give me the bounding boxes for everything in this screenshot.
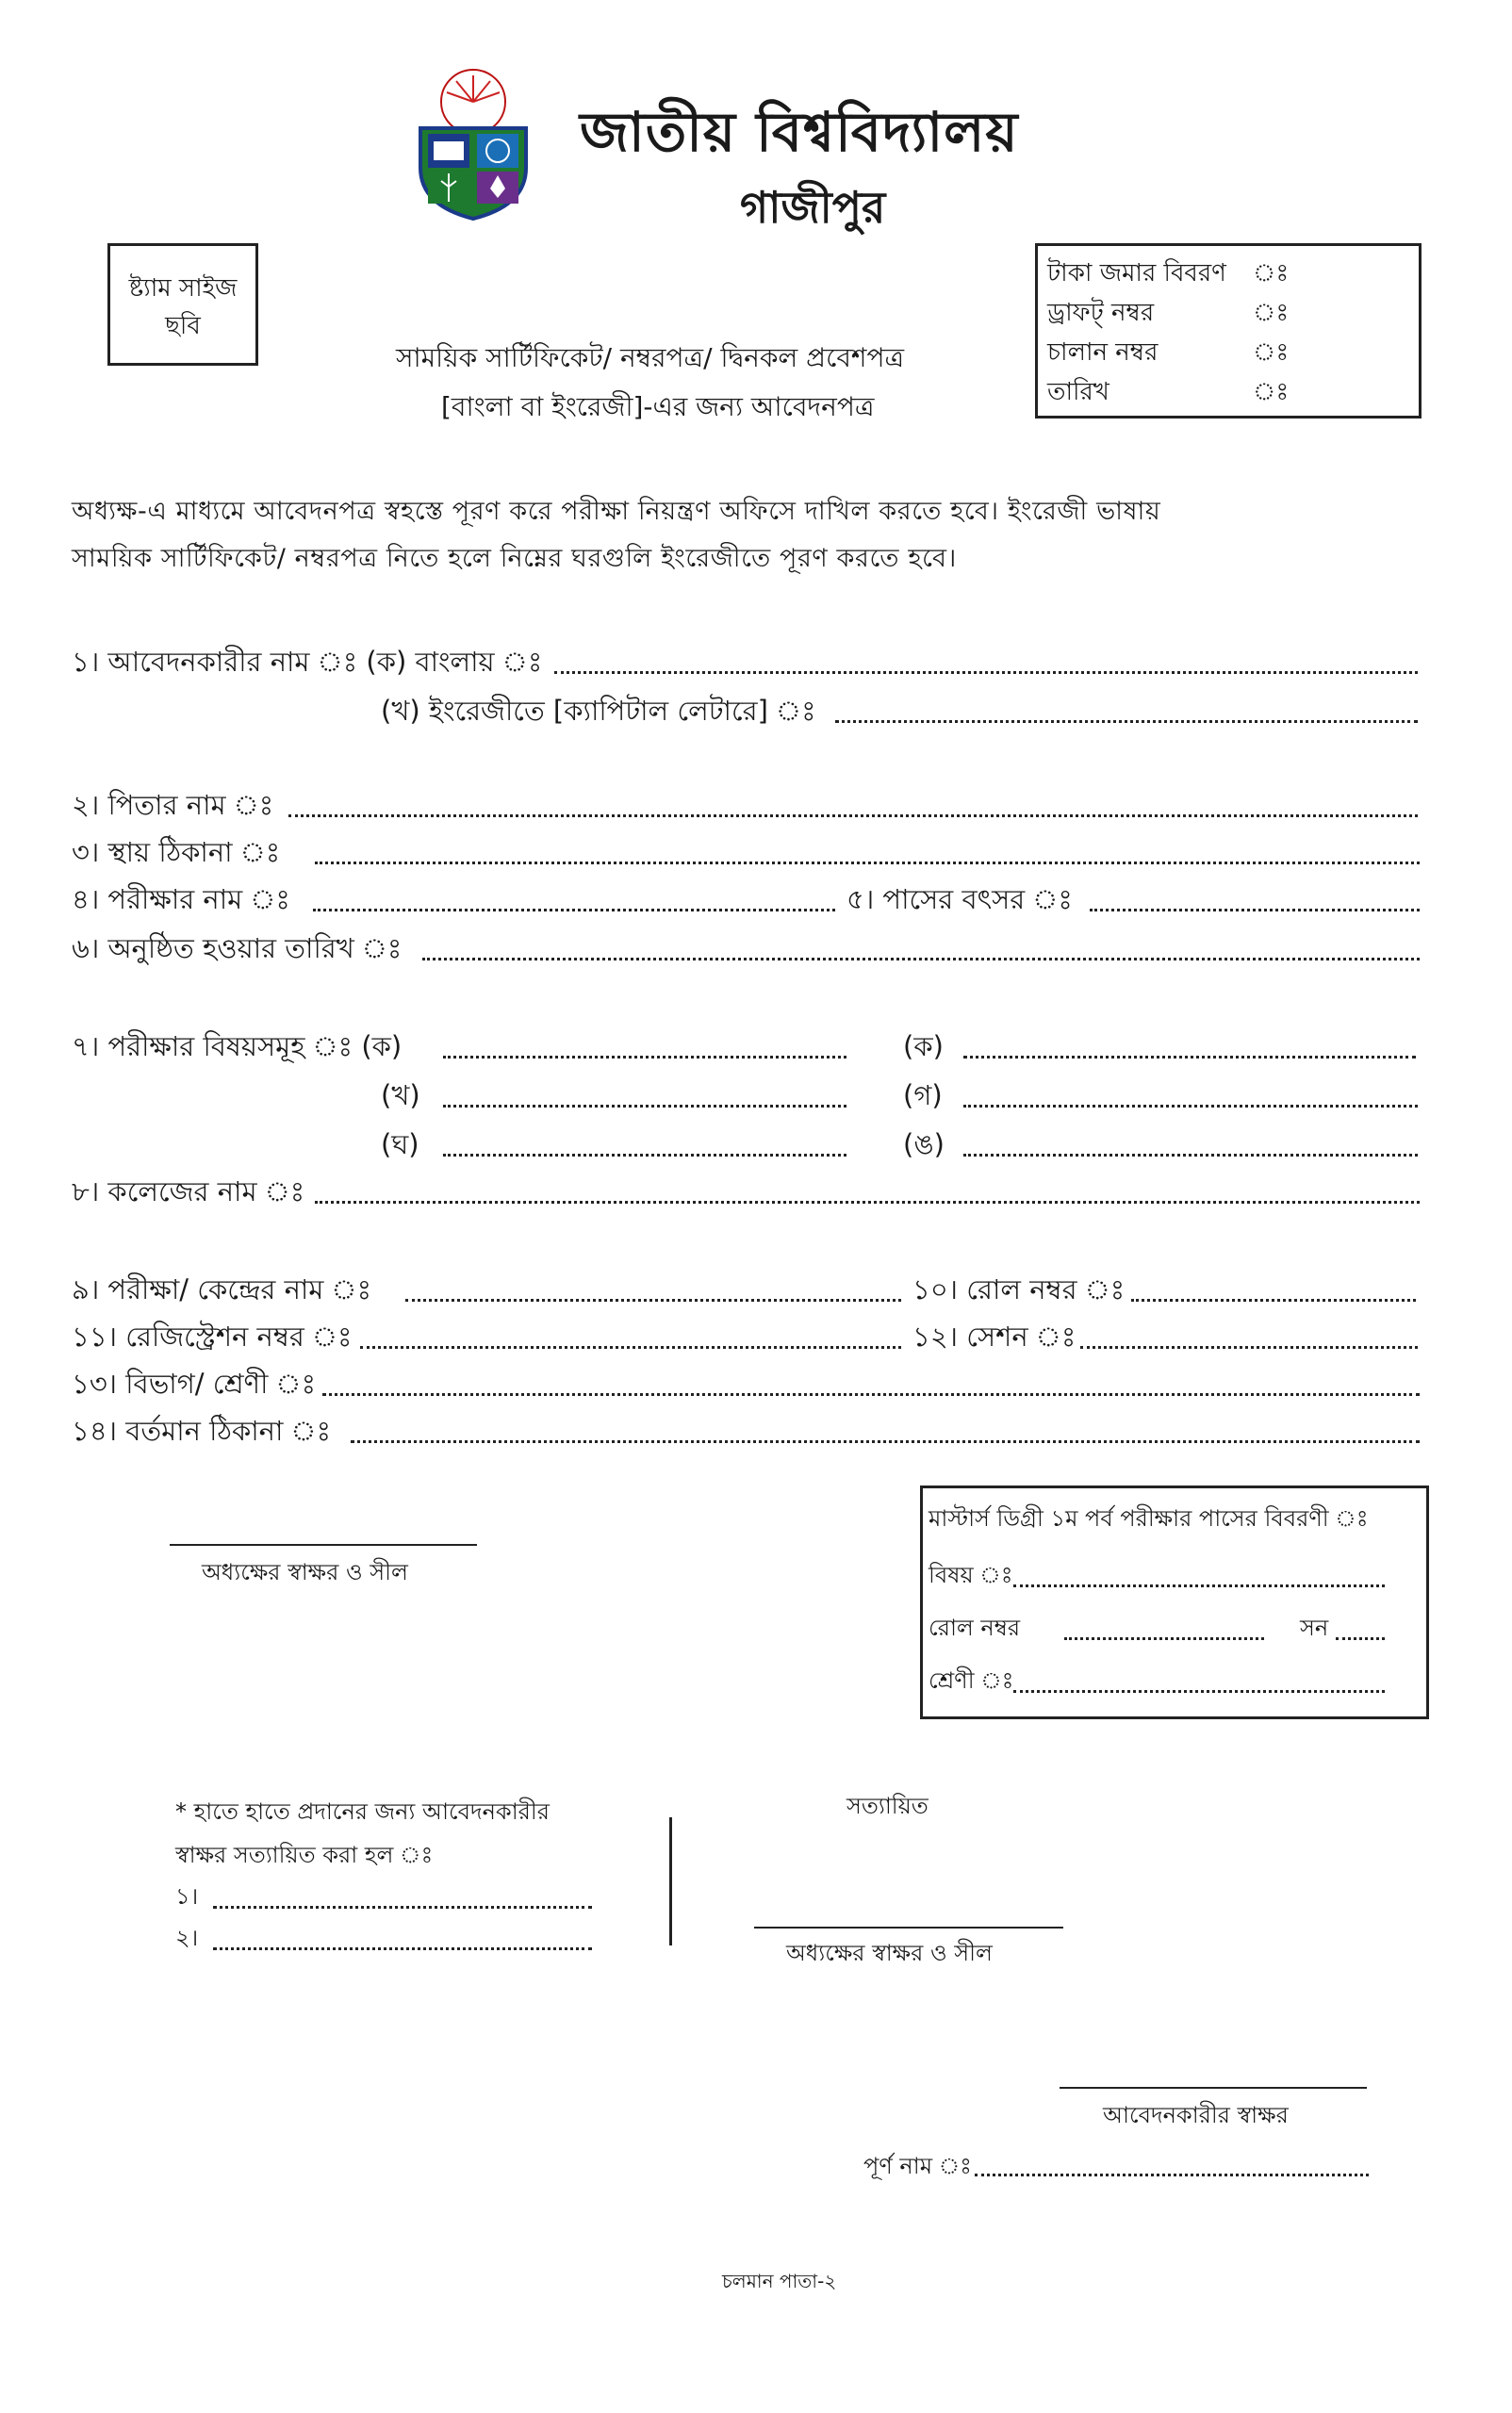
masters-class-field[interactable]: [1013, 1690, 1385, 1693]
form-title-line2: [বাংলা বা ইংরেজী]-এর জন্য আবেদনপত্র: [441, 391, 875, 422]
field-session[interactable]: [1080, 1346, 1418, 1349]
applicant-signature-line[interactable]: [1060, 2087, 1367, 2089]
field-subject-6-label: (ঙ): [903, 1128, 945, 1160]
field-subject-4-label: (গ): [903, 1079, 943, 1111]
hand-delivery-line2: স্বাক্ষর সত্যায়িত করা হল ঃ: [175, 1842, 434, 1868]
payment-label-amount: টাকা জমার বিবরণ: [1047, 259, 1226, 287]
field-registration-number-label: ১১। রেজিস্ট্রেশন নম্বর ঃ: [72, 1321, 353, 1353]
instructions-line1: অধ্যক্ষ-এ মাধ্যমে আবেদনপত্র স্বহস্তে পূরণ করে পরীক্ষা নিয়ন্ত্রণ অফিসে দাখিল করতে হবে। ইংরেজী ভাষায়: [72, 497, 1161, 526]
field-subject-5-label: (ঘ): [381, 1128, 419, 1160]
hand-delivery-item2-label: ২।: [175, 1925, 199, 1951]
hand-delivery-item1-field[interactable]: [213, 1906, 592, 1909]
field-subject-1[interactable]: [443, 1056, 846, 1059]
payment-sep-challan: ঃ: [1253, 338, 1290, 367]
field-applicant-name-english[interactable]: [835, 720, 1418, 723]
payment-sep-date: ঃ: [1253, 378, 1290, 406]
field-pass-year[interactable]: [1090, 909, 1420, 911]
field-roll-number[interactable]: [1131, 1299, 1416, 1302]
photo-box: [107, 243, 258, 366]
principal-signature-label-1: অধ্যক্ষের স্বাক্ষর ও সীল: [202, 1559, 408, 1585]
field-subjects-label: ৭। পরীক্ষার বিষয়সমূহ ঃ (ক): [72, 1030, 403, 1062]
field-applicant-name-bangla-label: ১। আবেদনকারীর নাম ঃ (ক) বাংলায় ঃ: [72, 646, 543, 678]
field-father-name[interactable]: [288, 814, 1418, 817]
field-subject-2-label: (ক): [903, 1030, 944, 1062]
full-name-field[interactable]: [975, 2174, 1369, 2176]
field-permanent-address[interactable]: [315, 862, 1420, 864]
field-exam-center[interactable]: [405, 1299, 901, 1302]
field-session-label: ১২। সেশন ঃ: [912, 1321, 1076, 1353]
principal-signature-line-2[interactable]: [754, 1927, 1063, 1929]
applicant-signature-label: আবেদনকারীর স্বাক্ষর: [1103, 2102, 1289, 2128]
field-present-address[interactable]: [351, 1440, 1420, 1443]
field-division-class[interactable]: [322, 1393, 1420, 1396]
field-subject-3[interactable]: [443, 1105, 846, 1108]
vertical-divider: [669, 1817, 672, 1945]
field-applicant-name-english-label: (খ) ইংরেজীতে [ক্যাপিটাল লেটারে] ঃ: [381, 695, 816, 727]
hand-delivery-item2-field[interactable]: [213, 1947, 592, 1950]
masters-subject-label: বিষয় ঃ: [929, 1562, 1013, 1588]
masters-year-field[interactable]: [1336, 1637, 1385, 1640]
university-location: গাজীপুর: [740, 182, 886, 233]
hand-delivery-item1-label: ১।: [175, 1883, 199, 1910]
principal-signature-label-2: অধ্যক্ষের স্বাক্ষর ও সীল: [786, 1940, 993, 1966]
field-college-name-label: ৮। কলেজের নাম ঃ: [72, 1175, 305, 1207]
university-crest-icon: [407, 64, 539, 222]
instructions-line2: সাময়িক সার্টিফিকেট/ নম্বরপত্র নিতে হলে নিম্নের ঘরগুলি ইংরেজীতে পূরণ করতে হবে।: [72, 544, 957, 573]
payment-label-challan: চালান নম্বর: [1047, 338, 1159, 367]
field-exam-date-label: ৬। অনুষ্ঠিত হওয়ার তারিখ ঃ: [72, 932, 403, 964]
field-roll-number-label: ১০। রোল নম্বর ঃ: [912, 1273, 1126, 1305]
field-permanent-address-label: ৩। স্থায় ঠিকানা ঃ: [72, 836, 281, 868]
form-title-line1: সাময়িক সার্টিফিকেট/ নম্বরপত্র/ দ্বিনকল প্রবেশপত্র: [396, 342, 905, 373]
field-subject-3-label: (খ): [381, 1079, 420, 1111]
payment-sep-amount: ঃ: [1253, 259, 1290, 287]
masters-year-label: সন: [1300, 1615, 1329, 1641]
field-exam-name[interactable]: [313, 909, 835, 911]
masters-roll-field[interactable]: [1064, 1637, 1264, 1640]
field-subject-6[interactable]: [963, 1154, 1418, 1157]
field-pass-year-label: ৫। পাসের বৎসর ঃ: [846, 883, 1073, 915]
field-registration-number[interactable]: [360, 1346, 901, 1349]
field-division-class-label: ১৩। বিভাগ/ শ্রেণী ঃ: [72, 1368, 317, 1400]
field-present-address-label: ১৪। বর্তমান ঠিকানা ঃ: [72, 1415, 332, 1447]
hand-delivery-line1: * হাতে হাতে প্রদানের জন্য আবেদনকারীর: [175, 1798, 550, 1825]
masters-roll-label: রোল নম্বর: [929, 1615, 1021, 1641]
masters-class-label: শ্রেণী ঃ: [929, 1667, 1014, 1694]
payment-sep-draft: ঃ: [1253, 299, 1290, 327]
photo-box-line2: ছবি: [165, 312, 201, 340]
field-subject-4[interactable]: [963, 1105, 1418, 1108]
full-name-label: পূর্ণ নাম ঃ: [863, 2153, 972, 2179]
field-college-name[interactable]: [315, 1201, 1420, 1204]
page-footer: চলমান পাতা-২: [722, 2270, 837, 2292]
masters-subject-field[interactable]: [1013, 1584, 1385, 1587]
field-subject-2[interactable]: [963, 1056, 1416, 1059]
university-title: জাতীয় বিশ্ববিদ্যালয়: [580, 100, 1019, 164]
photo-box-line1: ষ্ট্যাম সাইজ: [128, 274, 238, 303]
payment-label-date: তারিখ: [1047, 378, 1109, 406]
field-exam-center-label: ৯। পরীক্ষা/ কেন্দ্রের নাম ঃ: [72, 1273, 372, 1305]
principal-signature-line-1[interactable]: [170, 1544, 477, 1546]
attested-label: সত্যায়িত: [846, 1793, 929, 1819]
field-exam-date[interactable]: [422, 958, 1420, 960]
field-exam-name-label: ৪। পরীক্ষার নাম ঃ: [72, 883, 290, 915]
payment-label-draft: ড্রাফট্ নম্বর: [1047, 299, 1155, 327]
field-subject-5[interactable]: [443, 1154, 846, 1157]
field-father-name-label: ২। পিতার নাম ঃ: [72, 789, 274, 821]
masters-box-title: মাস্টার্স ডিগ্রী ১ম পর্ব পরীক্ষার পাসের বিবরণী ঃ: [929, 1505, 1369, 1532]
field-applicant-name-bangla[interactable]: [554, 671, 1418, 674]
masters-degree-box: [920, 1486, 1429, 1719]
payment-details-box: [1035, 243, 1422, 419]
university-logo: [407, 64, 539, 222]
